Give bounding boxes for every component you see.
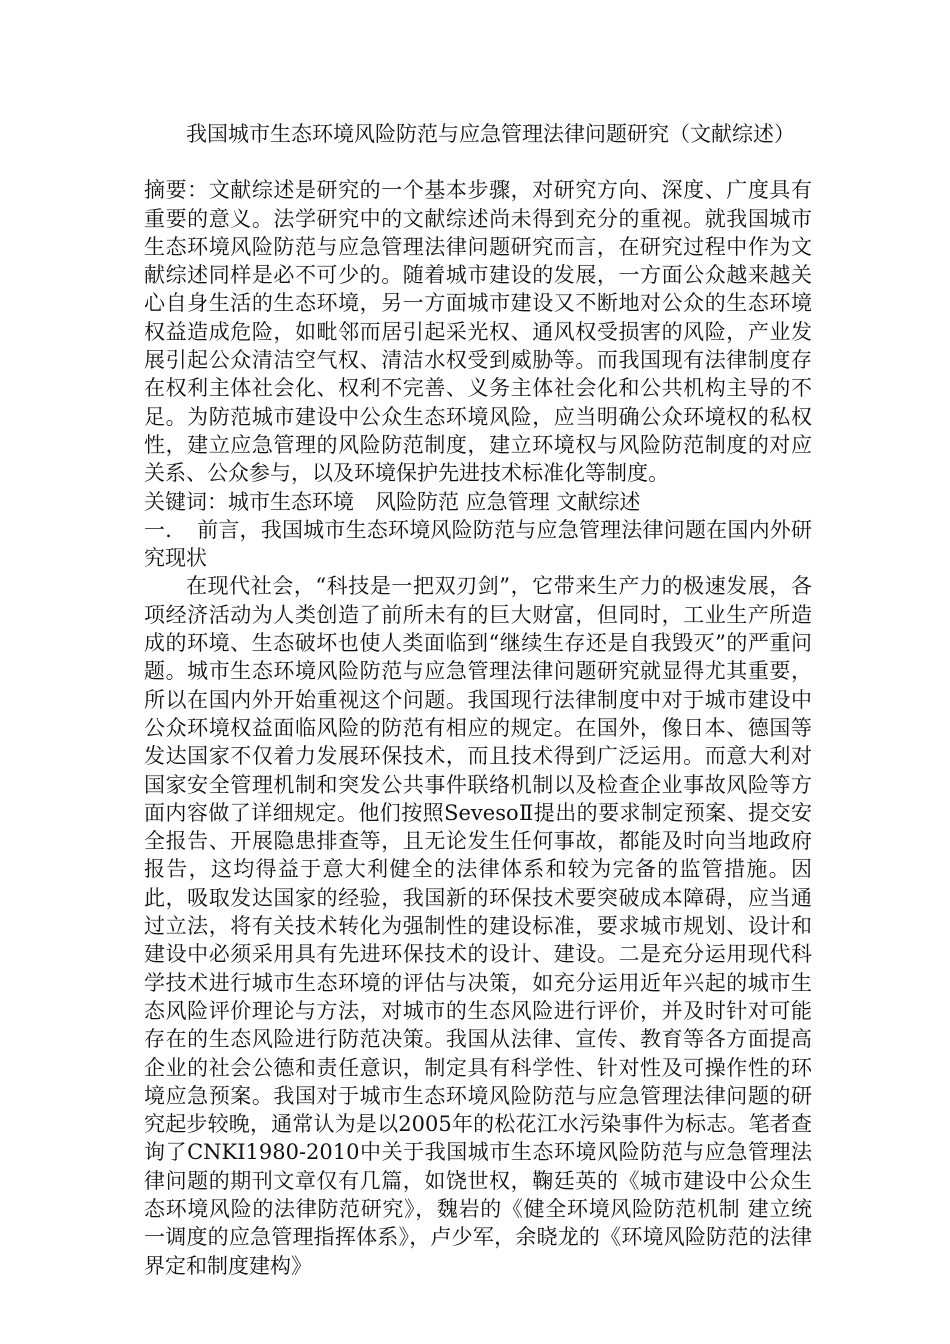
body-paragraph: 在现代社会，“科技是一把双刃剑”，它带来生产力的极速发展，各项经济活动为人类创造了前所未有的巨大财富，但同时，工业生产所造成的环境、生态破坏也使人类面临到“继续生存还是自我毁灭”的严重问题。城市生态环境风险防范与应急管理法律问题研究就显得尤其重要，所以在国内外开始重视这个问题。我国现行法律制度中对于城市建设中公众环境权益面临风险的防范有相应的规定。在国外，像日本、德国等发达国家不仅着力发展环保技术，而且技术得到广泛运用。而意大利对国家安全管理机制和突发公共事件联络机制以及检查企业事故风险等方面内容做了详细规定。他们按照SevesoⅡ提出的要求制定预案、提交安全报告、开展隐患排查等，且无论发生任何事故，都能及时向当地政府报告，这均得益于意大利健全的法律体系和较为完备的监管措施。因此，吸取发达国家的经验，我国新的环保技术要突破成本障碍，应当通过立法，将有关技术转化为强制性的建设标准，要求城市规划、设计和建设中必须采用具有先进环保技术的设计、建设。二是充分运用现代科学技术进行城市生态环境的评估与决策，如充分运用近年兴起的城市生态风险评价理论与方法，对城市的生态风险进行评价，并及时针对可能存在的生态风险进行防范决策。我国从法律、宣传、教育等各方面提高企业的社会公德和责任意识，制定具有科学性、针对性及可操作性的环境应急预案。我国对于城市生态环境风险防范与应急管理法律问题的研究起步较晚，通常认为是以2005年的松花江水污染事件为标志。笔者查询了CNKI1980-2010中关于我国城市生态环境风险防范与应急管理法律问题的期刊文章仅有几篇，如饶世权，鞠廷英的《城市建设中公众生态环境风险的法律防范研究》，魏岩的《健全环境风险防范机制 建立统一调度的应急管理指挥体系》，卢少军，余晓龙的《环境风险防范的法律界定和制度建构》 [144, 574, 812, 1278]
document-body [144, 120, 812, 1280]
keywords-line: 关键词：城市生态环境 风险防范 应急管理 文献综述 [144, 489, 641, 514]
document-title: 我国城市生态环境风险防范与应急管理法律问题研究（文献综述） [186, 122, 795, 146]
abstract-paragraph: 摘要：文献综述是研究的一个基本步骤，对研究方向、深度、广度具有重要的意义。法学研究中的文献综述尚未得到充分的重视。就我国城市生态环境风险防范与应急管理法律问题研究而言，在研究过程中作为文献综述同样是必不可少的。随着城市建设的发展，一方面公众越来越关心自身生活的生态环境，另一方面城市建设又不断地对公众的生态环境权益造成危险，如毗邻而居引起采光权、通风权受损害的风险，产业发展引起公众清洁空气权、清洁水权受到威胁等。而我国现有法律制度存在权利主体社会化、权利不完善、义务主体社会化和公共机构主导的不足。为防范城市建设中公众生态环境风险，应当明确公众环境权的私权性，建立应急管理的风险防范制度，建立环境权与风险防范制度的对应关系、公众参与，以及环境保护先进技术标准化等制度。 [144, 178, 812, 486]
section-heading: 一． 前言，我国城市生态环境风险防范与应急管理法律问题在国内外研究现状 [144, 517, 812, 571]
